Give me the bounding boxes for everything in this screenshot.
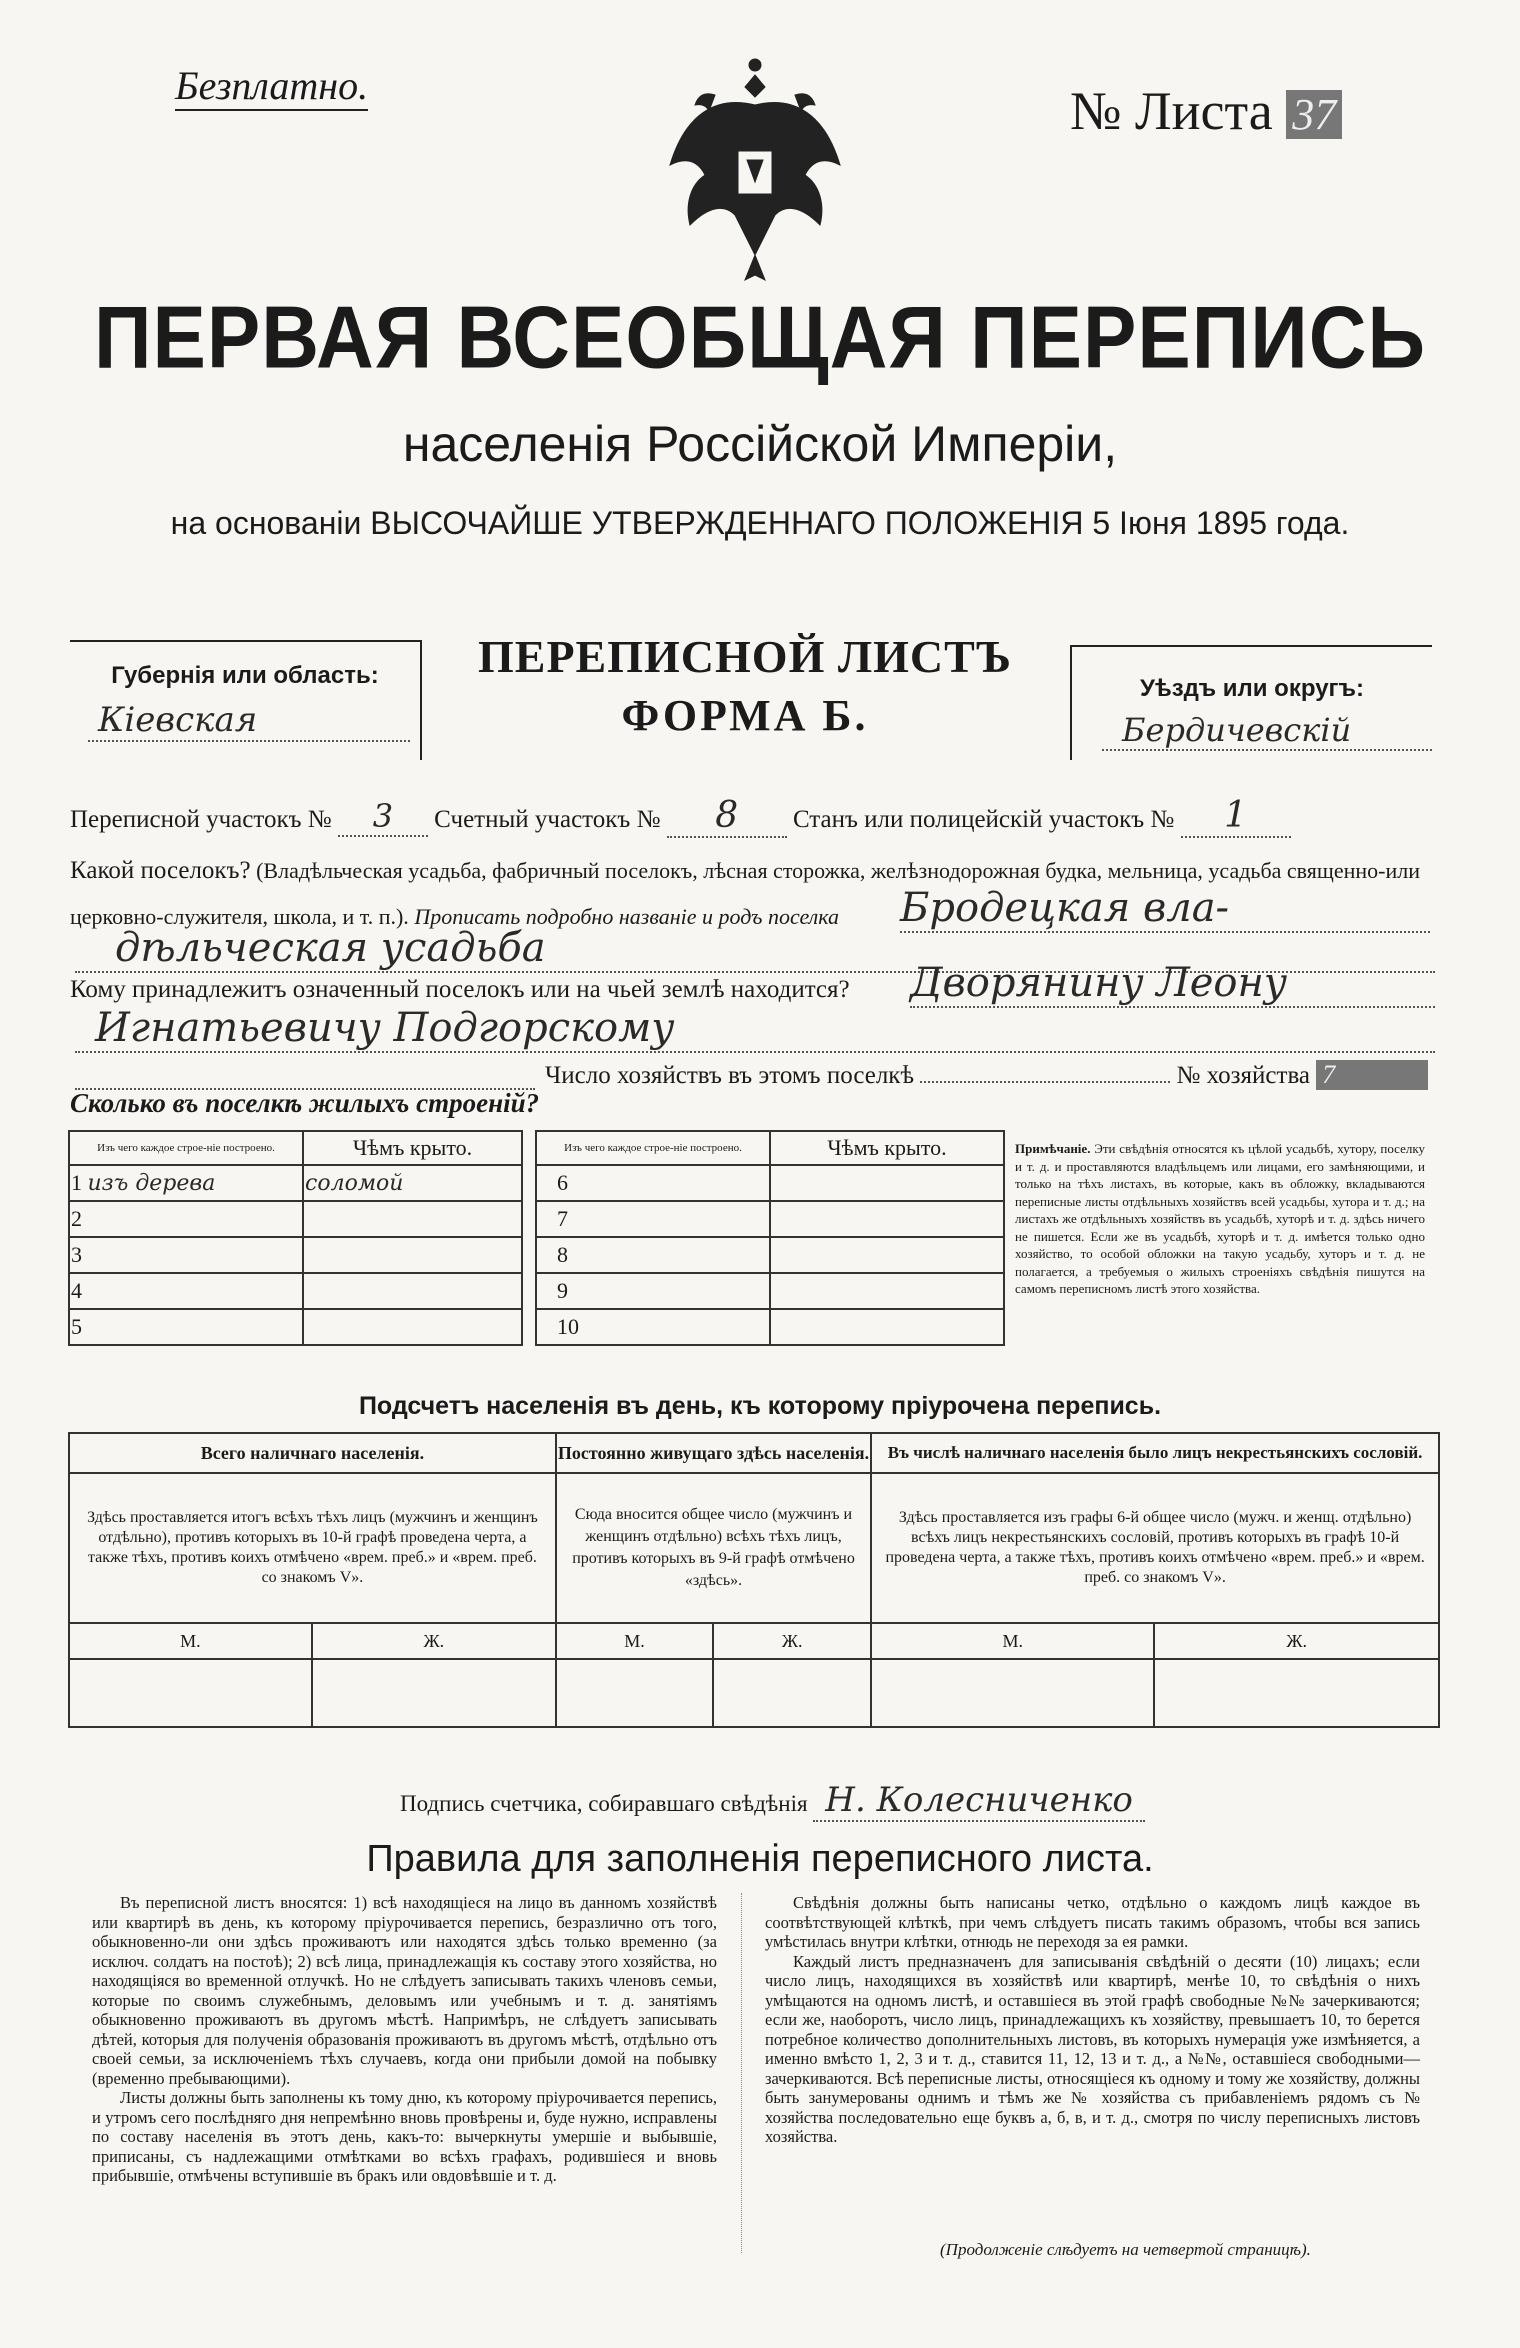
rules-left-column [92,1893,717,2186]
sheet-number-field [1070,80,1342,142]
table-row [69,1165,522,1201]
households-line [545,1060,1428,1090]
basis-line: на основаніи ВЫСОЧАЙШЕ УТВЕРЖДЕННАГО ПОЛОЖЕНІЯ 5 Іюня 1895 года. [170,505,1350,541]
owner-value-2: Игнатьевичу Подгорскому [75,1005,1435,1053]
rules-left-paragraph-1: Въ переписной листъ вносятся: 1) всѣ находящіеся на лицо въ данномъ хозяйствѣ или квартирѣ въ день, къ которому пріурочивается перепись, безразлично отъ того, обыкновенно-ли они здѣсь проживаютъ или находятся здѣсь только временно (за исключ. солдатъ на постоѣ); 2) всѣ лица, принадлежащія къ составу этого хозяйства, но находящіяся во временной отлучкѣ. Но не слѣдуетъ записывать такихъ членовъ семьи, которые по своимъ служебнымъ, деловымъ или учебнымъ и т. д. занятіямъ обыкновенно проживаютъ въ другомъ мѣстѣ. Напримѣръ, не слѣдуетъ записывать дѣтей, которыя для полученія образованія проживаютъ въ другомъ мѣстѣ, отдѣльно отъ своей семьи, за исключеніемъ тѣхъ случаевъ, когда они прибыли домой на побывку (временно пребывающими). [92,1893,717,2088]
count-m-1: М. [69,1623,312,1659]
buildings-col-material: Изъ чего каждое строе-ніе построено. [69,1131,303,1165]
note-text: Эти свѣдѣнія относятся къ цѣлой усадьбѣ, хутору, поселку и т. д. и проставляются владѣльцемъ или лицами, его замѣняющими, и только на тѣхъ листахъ, въ которые, какъ въ обложку, вкладываются переписные листы отдѣльныхъ хозяйствъ всей усадьбы, хутора и т. д.; на листахъ же отдѣльныхъ хозяйствъ въ усадьбѣ, хуторѣ и т. д. здѣсь ничего не пишется. Если же въ усадьбѣ, хуторѣ и т. д. имѣется только одно хозяйство, то особой обложки на такую усадьбу, хуторъ и т. д. не полагается, а требуемыя о жилыхъ строеніяхъ свѣдѣнія пишутся на самомъ переписномъ листѣ этого хозяйства. [1015,1141,1426,1296]
signature-label: Подпись счетчика, собиравшаго свѣдѣнія [400,1791,808,1816]
rules-left-paragraph-2: Листы должны быть заполнены къ тому дню, къ которому пріурочивается перепись, и утромъ сего послѣдняго дня непремѣнно вновь провѣрены и, буде нужно, исправлены по составу населенія въ этотъ день, какъ-то: вычеркнуты умершіе и выбывшіе, приписаны, съ надлежащими отмѣтками во всѣхъ графахъ, родившіеся и вновь прибывшіе, отмѣчены вступившіе въ бракъ или овдовѣвшіе и т. д. [92,2088,717,2185]
owner-label: Кому принадлежитъ означенный поселокъ или на чьей землѣ находится? [70,976,850,1003]
count-m-3: М. [871,1623,1154,1659]
rules-right-paragraph-2: Каждый листъ предназначенъ для записыванія свѣдѣній о десяти (10) лицахъ; если число лицъ, находящихся въ хозяйствѣ или квартирѣ, менѣе 10, то свѣдѣнія о нихъ умѣщаются на одномъ листѣ, и оставшіеся въ этой графѣ свободные №№ зачеркиваются; если же, наоборотъ, число лицъ, принадлежащихъ къ хозяйству, превышаетъ 10, то берется потребное количество дополнительныхъ листовъ, въ которыхъ нумерація уже измѣняется, а именно вмѣсто 1, 2, 3 и т. д., ставится 11, 12, 13 и т. д., а №№, оставшіеся свободными—зачеркиваются. Всѣ переписные листы, относящіеся къ одному и тому же хозяйству, должны быть занумерованы однимъ и тѣмъ же № хозяйства съ прибавленіемъ рядомъ съ № хозяйства последовательно еще буквъ а, б, в, и т. д., смотря по числу переписныхъ листовъ хозяйства. [765,1951,1420,2146]
sub-title: населенія Россійской Имперіи, [402,416,1118,472]
count-zh-3: Ж. [1154,1623,1439,1659]
sheet-number: 37 [1286,90,1342,139]
buildings-col-roof: Чѣмъ крыто. [770,1131,1004,1165]
count-col2-desc: Сюда вносится общее число (мужчинъ и женщинъ отдѣльно) всѣхъ тѣхъ лицъ, противъ которыхъ въ 9-й графѣ отмѣчено «здѣсь». [556,1473,871,1623]
sheet-label: № Листа [1070,81,1273,141]
table-row [536,1273,1004,1309]
gubernia-value: Кіевская [88,700,410,742]
counting-district-label: Счетный участокъ № [434,806,661,833]
settlement-value-2: дѣльческая усадьба [75,925,1435,973]
rules-continued: (Продолженіе слѣдуетъ на четвертой страницѣ). [940,2240,1311,2259]
household-no-value: 7 [1316,1060,1428,1090]
owner-value-1: Дворянину Леону [910,960,1435,1008]
count-col3-desc: Здѣсь проставляется изъ графы 6-й общее число (мужч. и женщ. отдѣльно) всѣхъ лицъ некрестьянскихъ сословій, противъ которыхъ въ графѣ 10-й проведена черта, а также тѣхъ, противъ коихъ отмѣчено «врем. преб.» и «врем. преб. со знакомъ V». [871,1473,1439,1623]
table-row [536,1165,1004,1201]
buildings-table-right [535,1130,1005,1346]
settlement-instruction: Прописать подробно названіе и родъ поселка [414,904,840,929]
households-value [920,1081,1170,1083]
rules-right-paragraph-1: Свѣдѣнія должны быть написаны четко, отдѣльно о каждомъ лицѣ каждое въ соотвѣтствующей клѣткѣ, при чемъ слѣдуетъ писать такимъ образомъ, чтобы вся запись умѣстилась внутри клѣтки, отнюдь не переходя за ея рамки. [765,1893,1420,1951]
count-zh-2: Ж. [713,1623,871,1659]
rules-right-column [765,1893,1420,2147]
table-row [69,1201,522,1237]
note-block [1015,1140,1425,1298]
row-number: 6 [536,1165,770,1201]
households-label: Число хозяйствъ въ этомъ поселкѣ [545,1062,915,1089]
row-number: 3 [69,1237,303,1273]
count-table [68,1432,1440,1728]
census-district-value: 3 [338,797,428,837]
table-row [69,1237,522,1273]
gubernia-label: Губернія или область: [111,662,379,689]
free-label: Безплатно. [175,62,368,111]
signature-line [400,1780,1145,1822]
table-row [69,1273,522,1309]
gubernia-box [70,640,422,760]
coat-of-arms-icon [655,55,855,285]
rules-title: Правила для заполненія переписного листа. [366,1838,1154,1880]
household-no-label: № хозяйства [1176,1062,1311,1089]
form-code: ФОРМА Б. [621,691,869,740]
count-zh-1: Ж. [312,1623,556,1659]
settlement-hint: (Владѣльческая усадьба, фабричный поселокъ, лѣсная сторожка, желѣзнодорожная будка, мельница, усадьба священно-или церковно-служителя, школа, и т. п.). [70,858,1420,929]
count-m-2: М. [556,1623,713,1659]
count-values-row [69,1659,1439,1727]
column-divider [741,1893,742,2253]
district-line [70,795,1450,838]
buildings-table-left [68,1130,523,1346]
table-row [69,1309,522,1345]
row-number: 5 [69,1309,303,1345]
uezd-value: Бердичевскій [1102,711,1432,751]
row-number: 7 [536,1201,770,1237]
row-number: 10 [536,1309,770,1345]
row-number: 8 [536,1237,770,1273]
signature-value: Н. Колесниченко [813,1780,1145,1822]
note-label: Примѣчаніе. [1015,1141,1091,1156]
stan-label: Станъ или полицейскій участокъ № [792,806,1175,833]
table-row [536,1237,1004,1273]
count-col1-desc: Здѣсь проставляется итогъ всѣхъ тѣхъ лицъ (мужчинъ и женщинъ отдѣльно), противъ которыхъ въ 10-й графѣ проведена черта, а также тѣхъ, противъ коихъ отмѣчено «врем. преб.» и «врем. преб. со знакомъ V». [69,1473,556,1623]
buildings-col-material: Изъ чего каждое строе-ніе построено. [536,1131,770,1165]
table-row [536,1201,1004,1237]
row-number: 4 [69,1273,303,1309]
count-title: Подсчетъ населенія въ день, къ которому пріурочена перепись. [358,1392,1162,1420]
settlement-value-1: Бродецкая вла- [900,885,1430,933]
count-col1-head: Всего наличнаго населенія. [69,1433,556,1473]
row-number: 9 [536,1273,770,1309]
census-district-label: Переписной участокъ № [70,806,332,833]
row-number: 2 [69,1201,303,1237]
form-title: ПЕРЕПИСНОЙ ЛИСТЪ [477,631,1013,682]
buildings-label: Сколько въ поселкѣ жилыхъ строеній? [70,1088,540,1118]
row-material: изъ дерева [87,1171,216,1196]
count-col3-head: Въ числѣ наличнаго населенія было лицъ некрестьянскихъ сословій. [871,1433,1439,1473]
table-row [536,1309,1004,1345]
stan-value: 1 [1181,795,1291,838]
counting-district-value: 8 [667,795,787,838]
settlement-label: Какой поселокъ? [70,857,251,884]
uezd-box [1070,645,1432,760]
main-title: ПЕРВАЯ ВСЕОБЩАЯ ПЕРЕПИСЬ [94,288,1426,387]
uezd-label: Уѣздъ или округъ: [1139,675,1365,702]
row-roof: соломой [303,1165,522,1201]
buildings-col-roof: Чѣмъ крыто. [303,1131,522,1165]
row-number: 1 [71,1170,82,1195]
count-col2-head: Постоянно живущаго здѣсь населенія. [556,1433,871,1473]
